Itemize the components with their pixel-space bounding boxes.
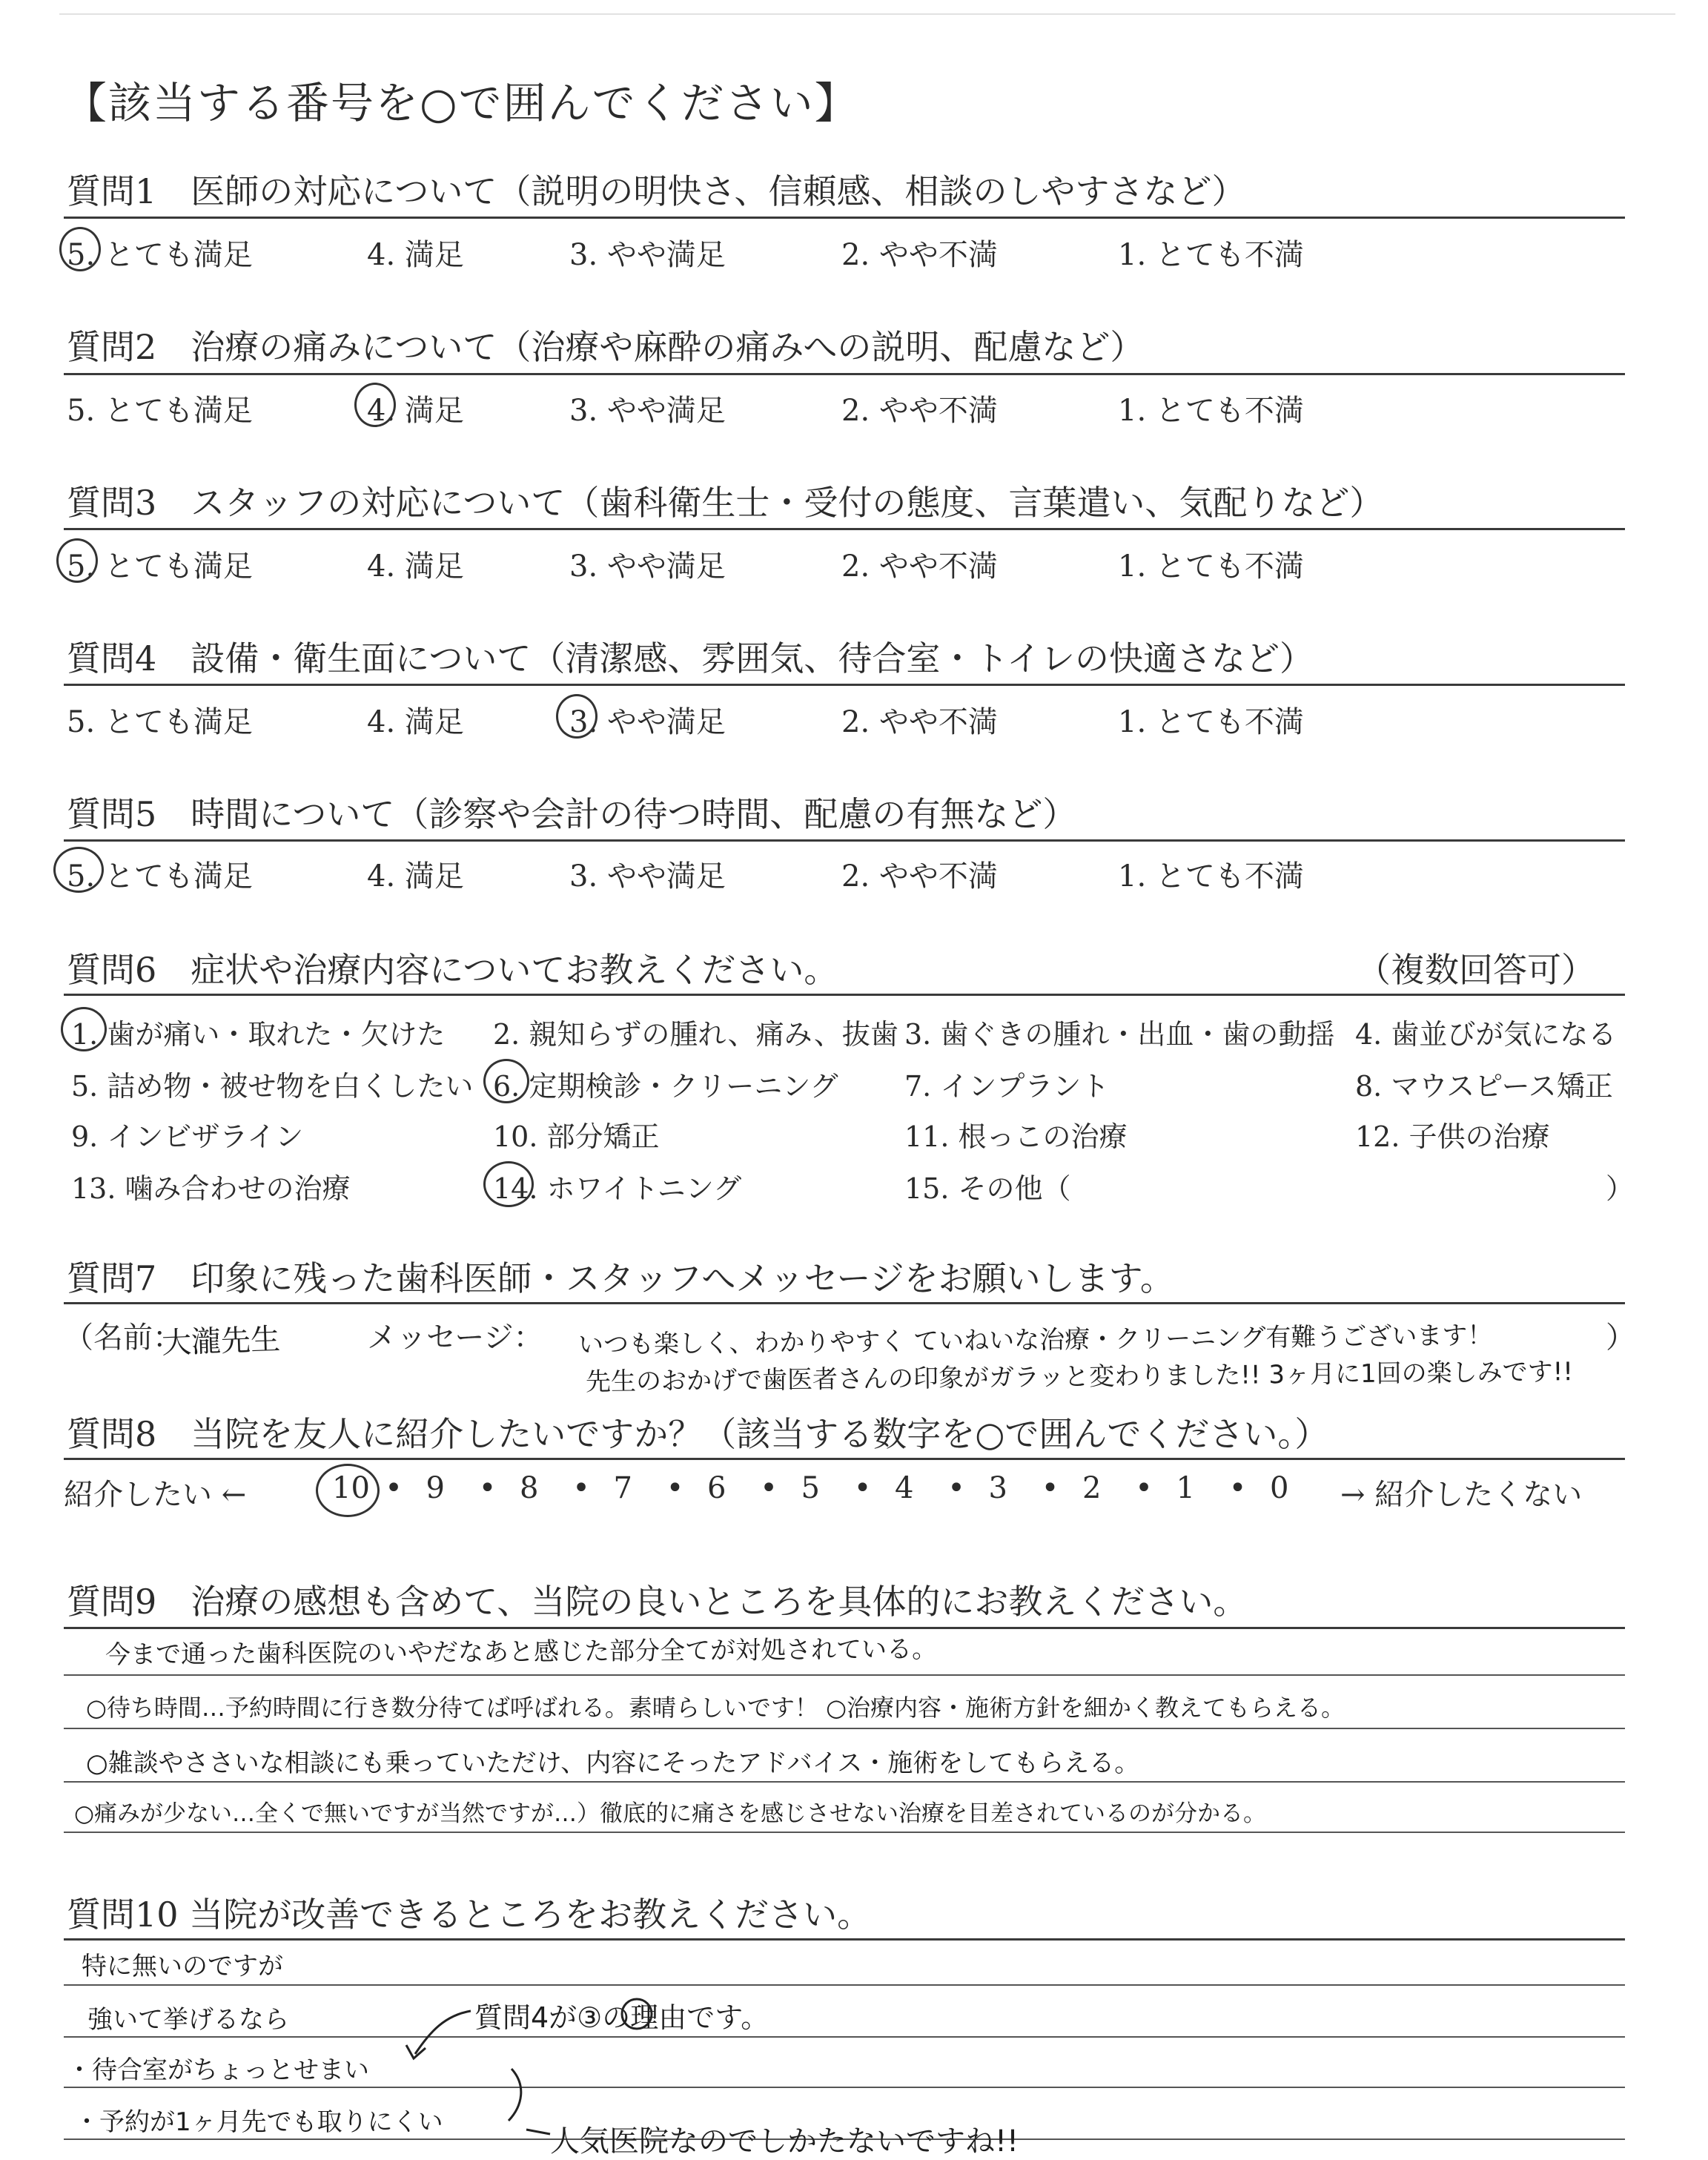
q8-left-label: 紹介したい ← xyxy=(64,1478,247,1512)
q7-name-label: （名前： xyxy=(64,1321,182,1355)
q1-title: 質問1 医師の対応について（説明の明快さ、信頼感、相談のしやすさなど） xyxy=(67,171,1246,211)
q6-option-10[interactable]: 10. 部分矯正 xyxy=(493,1120,660,1153)
q8-scale-dot: • xyxy=(853,1471,872,1505)
q6-option-8[interactable]: 8. マウスピース矯正 xyxy=(1355,1070,1613,1103)
q2-option-1[interactable]: 1. とても不満 xyxy=(1118,394,1304,428)
q2-option-2[interactable]: 2. やや不満 xyxy=(841,394,998,428)
q1-option-1[interactable]: 1. とても不満 xyxy=(1118,238,1304,272)
q4-title: 質問4 設備・衛生面について（清潔感、雰囲気、待合室・トイレの快適さなど） xyxy=(67,638,1314,678)
q10-arrow-line xyxy=(415,2011,471,2054)
q2-title: 質問2 治療の痛みについて（治療や麻酔の痛みへの説明、配慮など） xyxy=(67,327,1145,367)
q6-option-13[interactable]: 13. 噛み合わせの治療 xyxy=(71,1172,351,1205)
q8-scale-dot: • xyxy=(666,1471,684,1505)
q8-scale-dot: • xyxy=(1228,1471,1247,1505)
q9-line-3[interactable]: ○雑談やささいな相談にも乗っていただけ、内容にそったアドバイス・施術をしてもらえる。 xyxy=(86,1748,1140,1778)
q8-scale-value[interactable]: 6 xyxy=(707,1471,726,1505)
q8-right-label: → 紹介したくない xyxy=(1340,1478,1583,1512)
q3-option-5[interactable]: 5. とても満足 xyxy=(67,549,253,584)
q10-line-3[interactable]: ・待合室がちょっとせまい xyxy=(67,2055,369,2085)
q7-message-line1[interactable]: いつも楽しく、わかりやすく ていねいな治療・クリーニング有難うございます！ xyxy=(577,1321,1493,1360)
q8-scale-dot: • xyxy=(1041,1471,1059,1505)
q4-option-5[interactable]: 5. とても満足 xyxy=(67,705,253,739)
q6-option-11[interactable]: 11. 根っこの治療 xyxy=(904,1120,1128,1153)
q8-scale-dot: • xyxy=(947,1471,965,1505)
q6-option-9[interactable]: 9. インビザライン xyxy=(71,1120,304,1153)
q6-multiple-note: （複数回答可） xyxy=(1357,950,1595,990)
q9-line-2[interactable]: ○待ち時間…予約時間に行き数分待てば呼ばれる。素晴らしいです！ ○治療内容・施術方針を細かく教えてもらえる。 xyxy=(86,1694,1345,1722)
q10-annotation-circle-3 xyxy=(622,1999,652,2029)
q8-scale-value[interactable]: 5 xyxy=(801,1471,820,1505)
q6-option-12[interactable]: 12. 子供の治療 xyxy=(1355,1120,1550,1153)
q6-option-3[interactable]: 3. 歯ぐきの腫れ・出血・歯の動揺 xyxy=(904,1018,1335,1051)
q4-option-4[interactable]: 4. 満足 xyxy=(367,705,464,739)
q5-title: 質問5 時間について（診察や会計の待つ時間、配慮の有無など） xyxy=(67,794,1077,834)
q8-scale-value[interactable]: 1 xyxy=(1176,1471,1195,1505)
q3-option-2[interactable]: 2. やや不満 xyxy=(841,549,998,584)
q7-message-label: メッセージ： xyxy=(367,1321,543,1355)
q1-option-3[interactable]: 3. やや満足 xyxy=(569,238,726,272)
q3-option-4[interactable]: 4. 満足 xyxy=(367,549,464,584)
q6-option-1[interactable]: 1. 歯が痛い・取れた・欠けた xyxy=(71,1018,446,1051)
q4-option-3[interactable]: 3. やや満足 xyxy=(569,705,726,739)
q5-option-1[interactable]: 1. とても不満 xyxy=(1118,859,1304,894)
q8-scale-value[interactable]: 3 xyxy=(988,1471,1007,1505)
q8-scale-value[interactable]: 10 xyxy=(332,1471,370,1505)
q6-option-15-close: ） xyxy=(1606,1172,1635,1205)
q9-line-1[interactable]: 今まで通った歯科医院のいやだなあと感じた部分全てが対処されている。 xyxy=(105,1634,938,1670)
q6-option-14[interactable]: 14. ホワイトニング xyxy=(493,1172,742,1205)
q3-title: 質問3 スタッフの対応について（歯科衛生士・受付の態度、言葉遣い、気配りなど） xyxy=(67,483,1384,523)
q1-option-5[interactable]: 5. とても満足 xyxy=(67,238,253,272)
q10-annotation-top[interactable]: 質問4が③の理由です。 xyxy=(474,2001,769,2034)
q6-title: 質問6 症状や治療内容についてお教えください。 xyxy=(67,950,838,990)
q8-scale-value[interactable]: 4 xyxy=(895,1471,914,1505)
q8-scale-dot: • xyxy=(385,1471,403,1505)
q9-line-4[interactable]: ○痛みが少ない…全くで無いですが当然ですが…）徹底的に痛さを感じさせない治療を目差されているのが分かる。 xyxy=(74,1800,1267,1827)
q5-option-2[interactable]: 2. やや不満 xyxy=(841,859,998,894)
q10-title: 質問10 当院が改善できるところをお教えください。 xyxy=(67,1895,872,1935)
q8-scale-value[interactable]: 2 xyxy=(1082,1471,1102,1505)
q1-option-4[interactable]: 4. 満足 xyxy=(367,238,464,272)
q6-option-5[interactable]: 5. 詰め物・被せ物を白くしたい xyxy=(71,1070,474,1103)
q4-option-1[interactable]: 1. とても不満 xyxy=(1118,705,1304,739)
q6-option-2[interactable]: 2. 親知らずの腫れ、痛み、抜歯 xyxy=(493,1018,898,1051)
q7-name-value[interactable]: 大瀧先生 xyxy=(161,1322,281,1361)
q3-option-3[interactable]: 3. やや満足 xyxy=(569,549,726,584)
q6-option-4[interactable]: 4. 歯並びが気になる xyxy=(1355,1018,1617,1051)
q5-option-4[interactable]: 4. 満足 xyxy=(367,859,464,894)
q8-scale-dot: • xyxy=(478,1471,497,1505)
q8-scale-dot: • xyxy=(1135,1471,1153,1505)
q10-bracket-arrow xyxy=(526,2130,550,2134)
q2-option-5[interactable]: 5. とても満足 xyxy=(67,394,253,428)
q6-option-6[interactable]: 6. 定期検診・クリーニング xyxy=(493,1070,838,1103)
q8-scale-value[interactable]: 8 xyxy=(520,1471,539,1505)
q9-title: 質問9 治療の感想も含めて、当院の良いところを具体的にお教えください。 xyxy=(67,1582,1248,1622)
q5-option-3[interactable]: 3. やや満足 xyxy=(569,859,726,894)
q6-option-15[interactable]: 15. その他（ xyxy=(904,1172,1071,1205)
q8-scale-value[interactable]: 9 xyxy=(426,1471,445,1505)
q8-scale-dot: • xyxy=(572,1471,590,1505)
q7-message-line2[interactable]: 先生のおかげで歯医者さんの印象がガラッと変わりました!! 3ヶ月に1回の楽しみです!! xyxy=(585,1357,1574,1397)
q2-option-4[interactable]: 4. 満足 xyxy=(367,394,464,428)
q6-option-7[interactable]: 7. インプラント xyxy=(904,1070,1110,1103)
q1-option-2[interactable]: 2. やや不満 xyxy=(841,238,998,272)
page-title: 【該当する番号を○で囲んでください】 xyxy=(64,78,859,128)
q3-option-1[interactable]: 1. とても不満 xyxy=(1118,549,1304,584)
q5-option-5[interactable]: 5. とても満足 xyxy=(67,859,253,894)
q10-line-2[interactable]: 強いて挙げるなら xyxy=(87,2005,289,2035)
q10-line-1[interactable]: 特に無いのですが xyxy=(82,1952,283,1981)
q7-title: 質問7 印象に残った歯科医師・スタッフへメッセージをお願いします。 xyxy=(67,1258,1174,1298)
q8-scale-value[interactable]: 0 xyxy=(1270,1471,1289,1505)
q8-title: 質問8 当院を友人に紹介したいですか？（該当する数字を○で囲んでください。） xyxy=(67,1414,1329,1454)
q2-option-3[interactable]: 3. やや満足 xyxy=(569,394,726,428)
q7-close-paren: ） xyxy=(1606,1321,1635,1355)
q8-scale-dot: • xyxy=(760,1471,778,1505)
q10-line-4[interactable]: ・予約が1ヶ月先でも取りにくい xyxy=(74,2107,443,2137)
q10-annotation-bottom[interactable]: 人気医院なのでしかたないですね!! xyxy=(550,2124,1019,2159)
q10-bracket xyxy=(509,2069,521,2121)
q8-scale-value[interactable]: 7 xyxy=(613,1471,632,1505)
q4-option-2[interactable]: 2. やや不満 xyxy=(841,705,998,739)
